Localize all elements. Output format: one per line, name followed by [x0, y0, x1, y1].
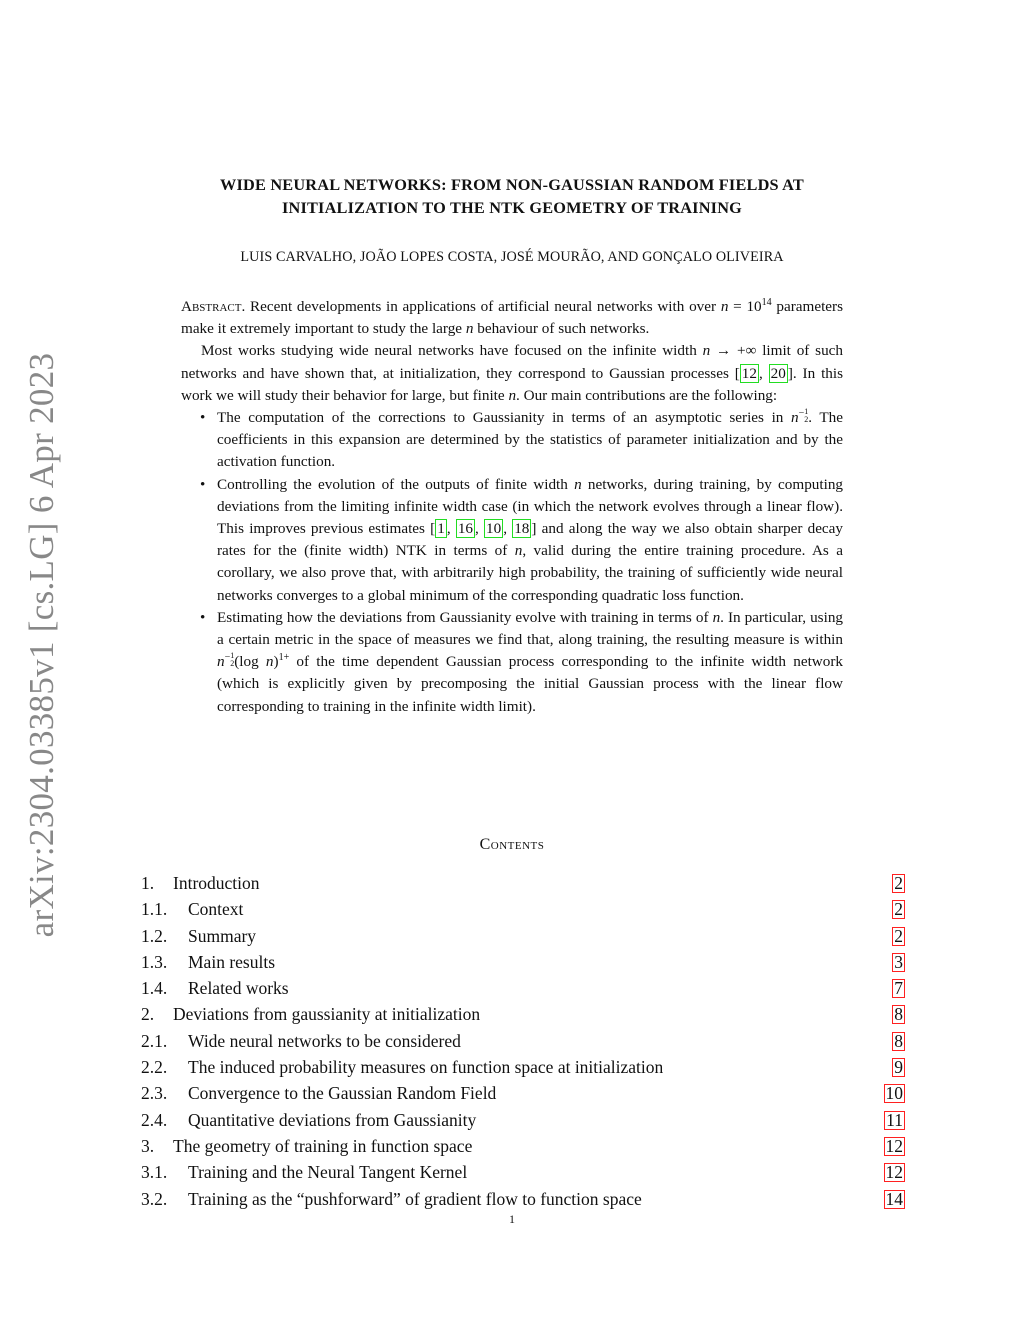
text: ]. In this work we will study their behavior for large, but finite	[181, 364, 844, 404]
toc-entry[interactable]	[141, 923, 907, 949]
abstract-label: Abstract.	[181, 298, 246, 315]
toc-page-link[interactable]: 10	[885, 1083, 903, 1104]
toc-title[interactable]: Related works	[188, 978, 289, 999]
page-number: 1	[509, 1212, 515, 1226]
toc-number: 3.	[141, 1135, 155, 1156]
toc-title[interactable]: Convergence to the Gaussian Random Field	[188, 1083, 497, 1104]
toc-number: 3.2.	[141, 1188, 168, 1209]
math: = 10	[728, 298, 762, 315]
toc-entry[interactable]	[141, 975, 907, 1001]
numerator: 1	[804, 407, 809, 417]
toc-page-link[interactable]: 12	[885, 1135, 903, 1156]
text: Controlling the evolution of the outputs of finite width	[217, 475, 575, 493]
toc-title[interactable]: Introduction	[173, 873, 260, 893]
math: n	[508, 386, 517, 404]
citation-link[interactable]: 10	[486, 520, 502, 538]
toc-page-link[interactable]: 3	[894, 951, 903, 972]
toc-number: 2.3.	[141, 1083, 168, 1104]
toc-page-link[interactable]: 2	[894, 899, 903, 920]
math-exponent: 1+	[278, 652, 290, 664]
contents-heading: Contents	[479, 836, 545, 853]
table-of-contents	[141, 870, 907, 1212]
toc-entry[interactable]	[141, 1159, 907, 1185]
math: (log	[234, 653, 266, 671]
text: Most works studying wide neural networks have focused on the infinite width	[201, 342, 703, 360]
toc-number: 1.4.	[141, 978, 168, 999]
toc-number: 2.2.	[141, 1057, 168, 1078]
text: ,	[758, 364, 769, 382]
list-item	[217, 607, 843, 718]
math-exponent: −	[224, 652, 231, 664]
text: behaviour of such networks.	[473, 320, 650, 338]
toc-number: 1.2.	[141, 925, 168, 946]
math: n	[465, 320, 474, 338]
toc-title[interactable]: Training as the “pushforward” of gradient flow to function space	[188, 1188, 642, 1209]
math: n	[791, 409, 799, 427]
toc-page-link[interactable]: 8	[894, 1030, 903, 1051]
math: n	[712, 608, 721, 626]
toc-entry[interactable]	[141, 1186, 907, 1212]
denominator: 2	[230, 659, 235, 669]
math: n	[217, 653, 225, 671]
toc-number: 2.	[141, 1004, 155, 1025]
title-line: INITIALIZATION TO THE NTK GEOMETRY OF TRAINING	[281, 198, 743, 217]
toc-title[interactable]: Wide neural networks to be considered	[188, 1030, 461, 1051]
toc-page-link[interactable]: 2	[894, 873, 903, 893]
list-item	[217, 407, 843, 474]
text: . Our main contributions are the following:	[516, 386, 778, 404]
toc-title[interactable]: Summary	[188, 925, 257, 946]
math: n	[265, 653, 274, 671]
toc-entry[interactable]	[141, 1107, 907, 1133]
math: n	[702, 342, 711, 360]
text: → +∞ limit of such networks and have shown that, at initialization, they correspond to Gaussian processes [	[181, 342, 843, 382]
abstract-paragraph	[181, 340, 843, 407]
toc-number: 1.1.	[141, 899, 168, 920]
toc-title[interactable]: Training and the Neural Tangent Kernel	[188, 1162, 468, 1183]
text: , valid during the entire training procedure. As a corollary, we also prove that, with arbitrarily high probability, the training of sufficiently wide neural networks converges to a global minimum of the corresponding quadratic loss function.	[217, 542, 843, 604]
toc-entry[interactable]	[141, 1080, 907, 1106]
toc-title[interactable]: Main results	[188, 951, 276, 972]
abstract-paragraph	[181, 296, 843, 340]
text: ,	[503, 520, 513, 538]
paper-title	[150, 173, 874, 219]
math: n	[720, 298, 729, 315]
math: n	[514, 542, 523, 560]
toc-entry[interactable]	[141, 1028, 907, 1054]
math: )	[273, 653, 279, 671]
text: networks, during training, by computing deviations from the limiting infinite width case (in which the network evolves through a linear flow). This improves previous estimates [	[217, 475, 844, 538]
text: . The coefficients in this expansion are determined by the statistics of parameter initialization and by the activation function.	[217, 409, 844, 471]
toc-page-link[interactable]: 2	[894, 925, 903, 946]
toc-title[interactable]: The induced probability measures on function space at initialization	[188, 1057, 664, 1078]
toc-number: 1.3.	[141, 951, 168, 972]
text: Estimating how the deviations from Gaussianity evolve with training in terms of	[217, 608, 713, 626]
toc-page-link[interactable]: 8	[894, 1004, 903, 1025]
toc-entry[interactable]	[141, 1001, 907, 1027]
toc-page-link[interactable]: 9	[894, 1057, 903, 1078]
toc-page-link[interactable]: 12	[885, 1162, 903, 1183]
toc-page-link[interactable]: 7	[894, 978, 903, 999]
text: ] and along the way we also obtain sharper decay rates for the (finite width) NTK in terms of	[217, 520, 844, 560]
citation-link[interactable]: 1	[437, 520, 445, 538]
authors: LUIS CARVALHO, JOÃO LOPES COSTA, JOSÉ MOURÃO, AND GONÇALO OLIVEIRA	[240, 249, 784, 265]
title-line: WIDE NEURAL NETWORKS: FROM NON-GAUSSIAN RANDOM FIELDS AT	[220, 175, 804, 194]
denominator: 2	[804, 415, 809, 425]
math: n	[574, 475, 582, 493]
toc-title[interactable]: Deviations from gaussianity at initialization	[173, 1004, 481, 1025]
toc-title[interactable]: The geometry of training in function space	[173, 1135, 473, 1156]
text: ,	[475, 520, 484, 538]
toc-page-link[interactable]: 11	[886, 1109, 903, 1130]
toc-title[interactable]: Quantitative deviations from Gaussianity	[188, 1109, 477, 1130]
citation-link[interactable]: 16	[457, 520, 473, 538]
text: of the time dependent Gaussian process corresponding to the infinite width network (which is explicitly given by precomposing the initial Gaussian process with the linear flow corresponding to training in the infinite width limit).	[217, 653, 843, 715]
toc-entry[interactable]	[141, 1054, 907, 1080]
toc-entry[interactable]	[141, 870, 907, 896]
math-exponent: −	[798, 407, 805, 419]
math-exponent: 14	[761, 296, 772, 308]
toc-entry[interactable]	[141, 896, 907, 922]
text: ,	[446, 520, 456, 538]
text: The computation of the corrections to Gaussianity in terms of an asymptotic series in	[217, 409, 792, 427]
toc-entry[interactable]	[141, 1133, 907, 1159]
toc-title[interactable]: Context	[188, 899, 244, 920]
text: Recent developments in applications of artificial neural networks with over	[245, 298, 721, 315]
abstract	[181, 296, 843, 718]
toc-entry[interactable]	[141, 949, 907, 975]
citation-link[interactable]: 12	[741, 364, 757, 382]
arxiv-id: arXiv:2304.03385v1 [cs.LG] 6 Apr 2023	[22, 352, 61, 938]
toc-number: 2.4.	[141, 1109, 168, 1130]
text: parameters make it extremely important to study the large	[181, 298, 843, 338]
text: . In particular, using a certain metric in the space of measures we find that, along training, the resulting measure is within	[217, 608, 844, 649]
toc-number: 1.	[141, 873, 155, 893]
toc-page-link[interactable]: 14	[885, 1188, 903, 1209]
list-item	[217, 474, 843, 607]
contributions-list	[181, 407, 843, 718]
citation-link[interactable]: 20	[770, 364, 786, 382]
numerator: 1	[230, 651, 235, 661]
citation-link[interactable]: 18	[514, 520, 530, 538]
toc-number: 3.1.	[141, 1162, 168, 1183]
toc-number: 2.1.	[141, 1030, 168, 1051]
